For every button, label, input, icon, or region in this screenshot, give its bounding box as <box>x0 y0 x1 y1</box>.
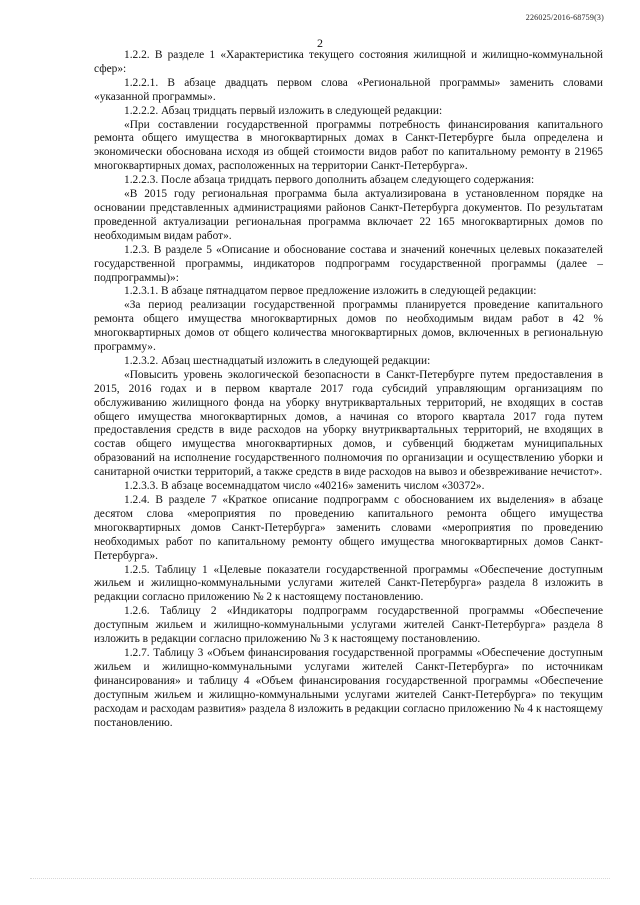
paragraph-1-2-5: 1.2.5. Таблицу 1 «Целевые показатели государственной программы «Обеспечение доступным жильем и жилищно-коммунальными услугами жителей Санкт-Петербурга» раздела 8 изложить в редакции согласно приложению № 2 к настоящему постановлению. <box>94 563 603 604</box>
document-registration-code: 226025/2016-68759(3) <box>525 13 604 22</box>
paragraph-1-2-6: 1.2.6. Таблицу 2 «Индикаторы подпрограмм государственной программы «Обеспечение доступным жильем и жилищно-коммунальными услугами жителей Санкт-Петербурга» раздела 8 изложить в редакции согласно приложению № 3 к настоящему постановлению. <box>94 605 603 646</box>
paragraph-1-2-4: 1.2.4. В разделе 7 «Краткое описание подпрограмм с обоснованием их выделения» в абзаце десятом слова «мероприятия по проведению капитального ремонта общего имущества многоквартирных домов Санкт-Петербурга» заменить словами «мероприятия по проведению необходимых работ по капитальному ремонту общего имущества многоквартирных домов Санкт-Петербурга». <box>94 494 603 562</box>
paragraph-1-2-3-1: 1.2.3.1. В абзаце пятнадцатом первое предложение изложить в следующей редакции: <box>124 285 537 298</box>
paragraph-1-2-2-2: 1.2.2.2. Абзац тридцать первый изложить в следующей редакции: <box>124 104 443 117</box>
scan-artifact-line <box>30 878 610 881</box>
paragraph-1-2-3-2: 1.2.3.2. Абзац шестнадцатый изложить в следующей редакции: <box>124 354 431 367</box>
page-number: 2 <box>317 36 323 50</box>
paragraph-1-2-2-1: 1.2.2.1. В абзаце двадцать первом слова «Региональной программы» заменить словами «указанной программы». <box>94 76 603 103</box>
paragraph-1-2-2: 1.2.2. В разделе 1 «Характеристика текущего состояния жилищной и жилищно-коммунальной сфер»: <box>94 49 603 75</box>
document-body <box>94 49 603 730</box>
paragraph-1-2-3-3: 1.2.3.3. В абзаце восемнадцатом число «40216» заменить числом «30372». <box>124 480 485 493</box>
quote-paragraph-15: «За период реализации государственной программы планируется проведение капитального ремонта общего имущества многоквартирных домов по необходимым видам работ в 42 % многоквартирных домов от общего количества многоквартирных домов, включенных в региональную программу». <box>94 299 603 354</box>
quote-paragraph-31: «При составлении государственной программы потребность финансирования капитального ремонта общего имущества в многоквартирных домах в Санкт-Петербурге была определена и экономически обоснована исходя из общей стоимости видов работ по капитальному ремонту в 21965 многоквартирных домах, расположенных на территории Санкт-Петербурга». <box>94 118 603 173</box>
paragraph-1-2-3: 1.2.3. В разделе 5 «Описание и обоснование состава и значений конечных целевых показателей государственной программы, индикаторов подпрограмм государственной программы (далее – подпрограммы)»: <box>94 243 603 284</box>
paragraph-1-2-7: 1.2.7. Таблицу 3 «Объем финансирования государственной программы «Обеспечение доступным жильем и жилищно-коммунальными услугами жителей Санкт-Петербурга» по источникам финансирования» и таблицу 4 «Объем финансирования государственной программы «Обеспечение доступным жильем и жилищно-коммунальными услугами жителей Санкт-Петербурга» по текущим расходам и расходам развития» раздела 8 изложить в редакции согласно приложению № 4 к настоящему постановлению. <box>94 646 603 729</box>
quote-actualization-2015: «В 2015 году региональная программа была актуализирована в установленном порядке на основании представленных администрациями районов Санкт-Петербурга документов. По результатам проведенной актуализации региональная программа включает 22 165 многоквартирных домов по необходимым видам работ». <box>94 188 603 242</box>
paragraph-1-2-2-3: 1.2.2.3. После абзаца тридцать первого дополнить абзацем следующего содержания: <box>124 174 535 187</box>
quote-paragraph-16: «Повысить уровень экологической безопасности в Санкт-Петербурге путем предоставления в 2015, 2016 годах и в первом квартале 2017 года субсидий управляющим организациям по обслуживанию жилищного фонда на уборку внутриквартальных территорий, не входящих в состав общего имущества многоквартирных домов, а начиная со второго квартала 2017 года путем предоставления средств в виде расходов на уборку внутриквартальных территорий, не входящих в состав общего имущества многоквартирных домов, и субвенций бюджетам муниципальных образований на исполнение государственного полномочия по организации и осуществлению уборки и санитарной очистки территорий, а также средств в виде расходов на вывоз и обезвреживание нечистот». <box>94 368 603 479</box>
